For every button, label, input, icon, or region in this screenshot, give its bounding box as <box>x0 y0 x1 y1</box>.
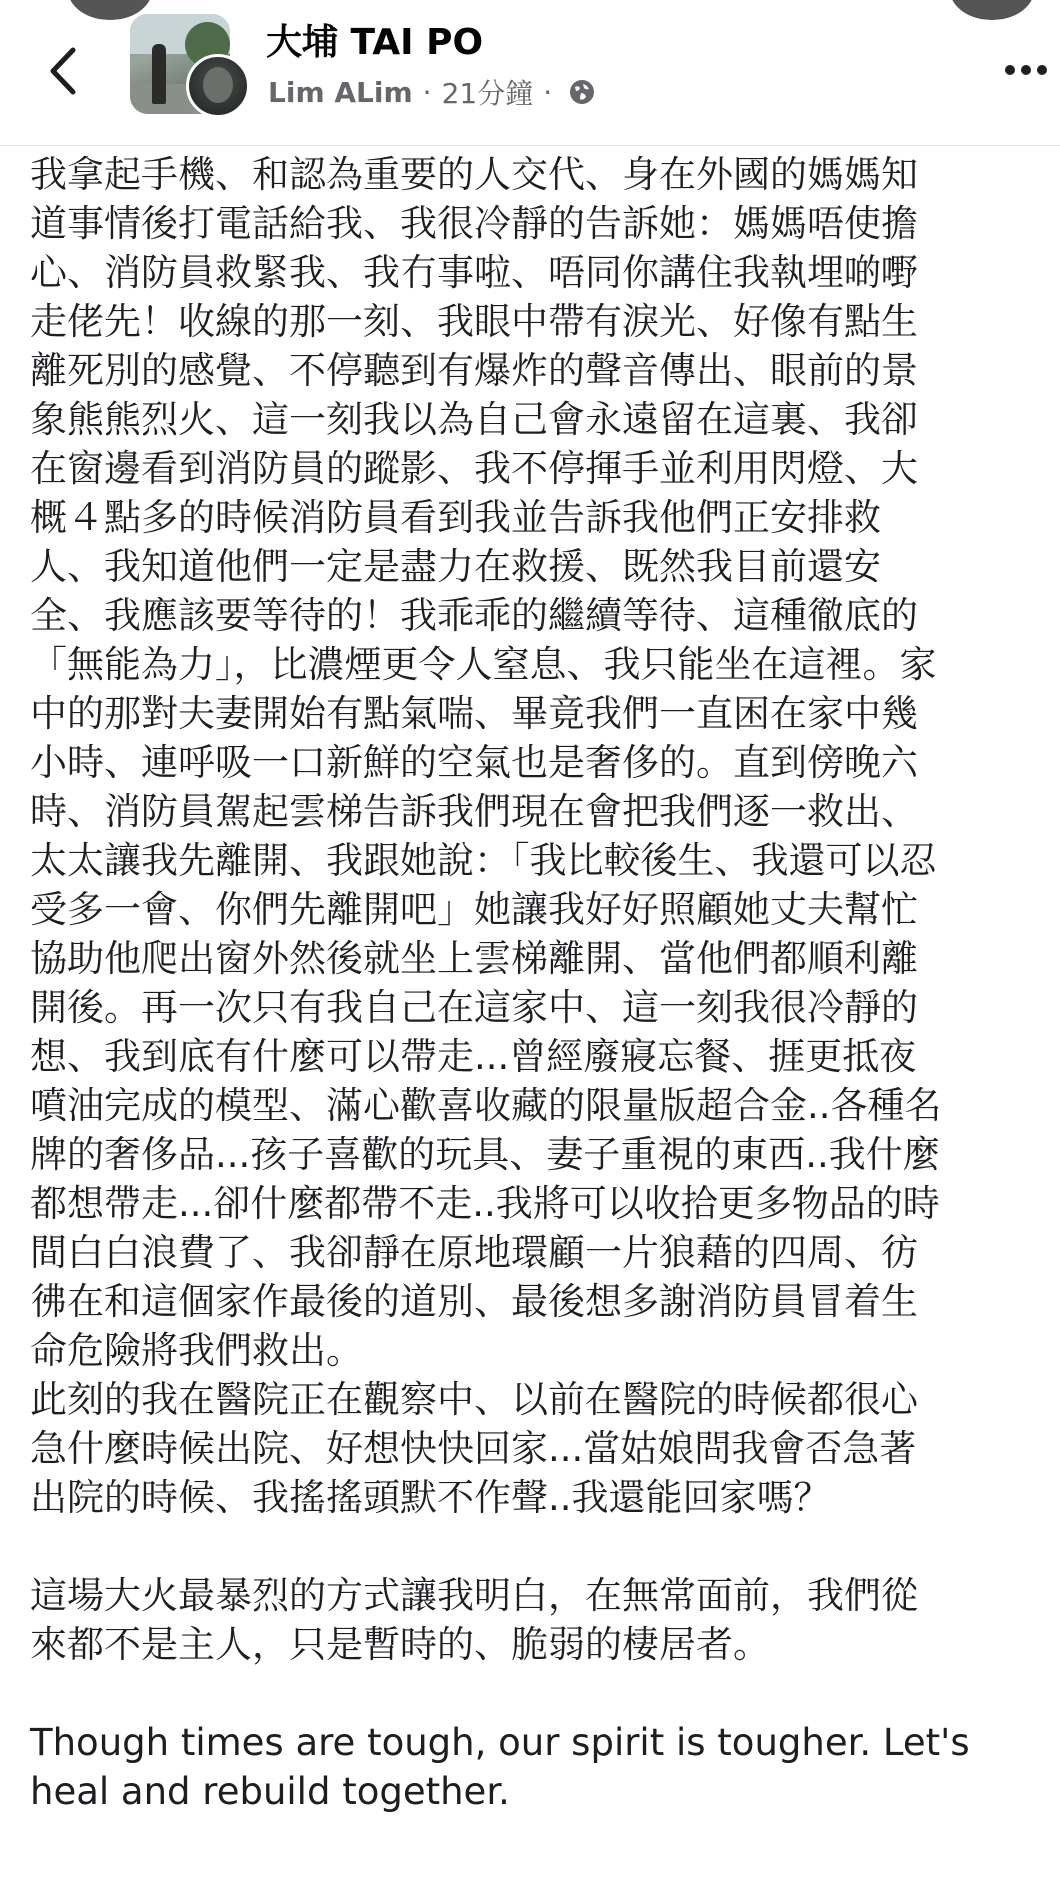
post-text-line: 想、我到底有什麼可以帶走...曾經廢寢忘餐、捱更抵夜 <box>30 1035 917 1078</box>
post-text-line: 心、消防員救緊我、我冇事啦、唔同你講住我執埋啲嘢 <box>30 251 918 294</box>
post-text-line: 我拿起手機、和認為重要的人交代、身在外國的媽媽知 <box>30 153 918 196</box>
post-header <box>0 0 1060 146</box>
post-text-line: Though times are tough, our spirit is tougher. Let's <box>30 1721 970 1764</box>
paragraph-gap <box>30 1669 1060 1718</box>
post-meta <box>268 72 596 112</box>
page-avatar[interactable] <box>130 14 250 114</box>
post-text-line: 離死別的感覺、不停聽到有爆炸的聲音傳出、眼前的景 <box>30 349 918 392</box>
post-body <box>30 150 1060 1816</box>
post-text-line: 來都不是主人，只是暫時的、脆弱的棲居者。 <box>30 1623 770 1666</box>
post-text-line: 這場大火最暴烈的方式讓我明白，在無常面前，我們從 <box>30 1574 918 1617</box>
post-text-line: 此刻的我在醫院正在觀察中、以前在醫院的時候都很心 <box>30 1378 918 1421</box>
post-text-line: 協助他爬出窗外然後就坐上雲梯離開、當他們都順利離 <box>30 937 918 980</box>
post-text-line: 牌的奢侈品...孩子喜歡的玩具、妻子重視的東西..我什麼 <box>30 1133 940 1176</box>
post-text-line: 噴油完成的模型、滿心歡喜收藏的限量版超合金..各種名 <box>30 1084 942 1127</box>
chevron-left-icon <box>47 46 77 96</box>
post-text-line: 太太讓我先離開、我跟她說：「我比較後生、我還可以忍 <box>30 839 937 882</box>
post-text-line: 彿在和這個家作最後的道別、最後想多謝消防員冒着生 <box>30 1280 918 1323</box>
post-text-line: 受多一會、你們先離開吧」她讓我好好照顧她丈夫幫忙 <box>30 888 918 931</box>
more-dots-icon <box>1004 64 1048 76</box>
post-text-line: 時、消防員駕起雲梯告訴我們現在會把我們逐一救出、 <box>30 790 918 833</box>
globe-icon <box>568 78 596 106</box>
post-text-line: 命危險將我們救出。 <box>30 1329 363 1372</box>
post-text-line: 人、我知道他們一定是盡力在救援、既然我目前還安 <box>30 545 881 588</box>
paragraph-gap <box>30 1522 1060 1571</box>
author-name[interactable]: Lim ALim <box>268 75 413 109</box>
meta-separator-2: · <box>543 75 553 109</box>
camera-notch-right <box>950 0 1034 20</box>
meta-separator: · <box>422 75 432 109</box>
post-text-line: 都想帶走...卻什麼都帶不走..我將可以收拾更多物品的時 <box>30 1182 940 1225</box>
post-timestamp[interactable]: 21分鐘 <box>441 77 534 110</box>
post-text-line: 間白白浪費了、我卻靜在原地環顧一片狼藉的四周、彷 <box>30 1231 918 1274</box>
post-text-line: heal and rebuild together. <box>30 1770 510 1813</box>
author-avatar <box>186 54 250 118</box>
post-text-line: 急什麼時候出院、好想快快回家...當姑娘問我會否急著 <box>30 1427 917 1470</box>
page-title[interactable]: 大埔 TAI PO <box>266 22 484 63</box>
post-text-line: 小時、連呼吸一口新鮮的空氣也是奢侈的。直到傍晚六 <box>30 741 918 784</box>
post-text-line: 概４點多的時候消防員看到我並告訴我他們正安排救 <box>30 496 881 539</box>
post-text-line: 中的那對夫妻開始有點氣喘、畢竟我們一直困在家中幾 <box>30 692 918 735</box>
post-text-line: 象熊熊烈火、這一刻我以為自己會永遠留在這裏、我卻 <box>30 398 918 441</box>
post-text-line: 在窗邊看到消防員的蹤影、我不停揮手並利用閃燈、大 <box>30 447 918 490</box>
post-text-line: 「無能為力」，比濃煙更令人窒息、我只能坐在這裡。家 <box>30 643 937 686</box>
post-text-line: 全、我應該要等待的！我乖乖的繼續等待、這種徹底的 <box>30 594 918 637</box>
post-text-line: 開後。再一次只有我自己在這家中、這一刻我很冷靜的 <box>30 986 918 1029</box>
post-text-line: 道事情後打電話給我、我很冷靜的告訴她：媽媽唔使擔 <box>30 202 918 245</box>
post-text-line: 走佬先！收線的那一刻、我眼中帶有淚光、好像有點生 <box>30 300 918 343</box>
post-text-line: 出院的時候、我搖搖頭默不作聲..我還能回家嗎？ <box>30 1476 831 1519</box>
back-button[interactable] <box>34 38 90 104</box>
more-options-button[interactable] <box>1000 52 1052 88</box>
